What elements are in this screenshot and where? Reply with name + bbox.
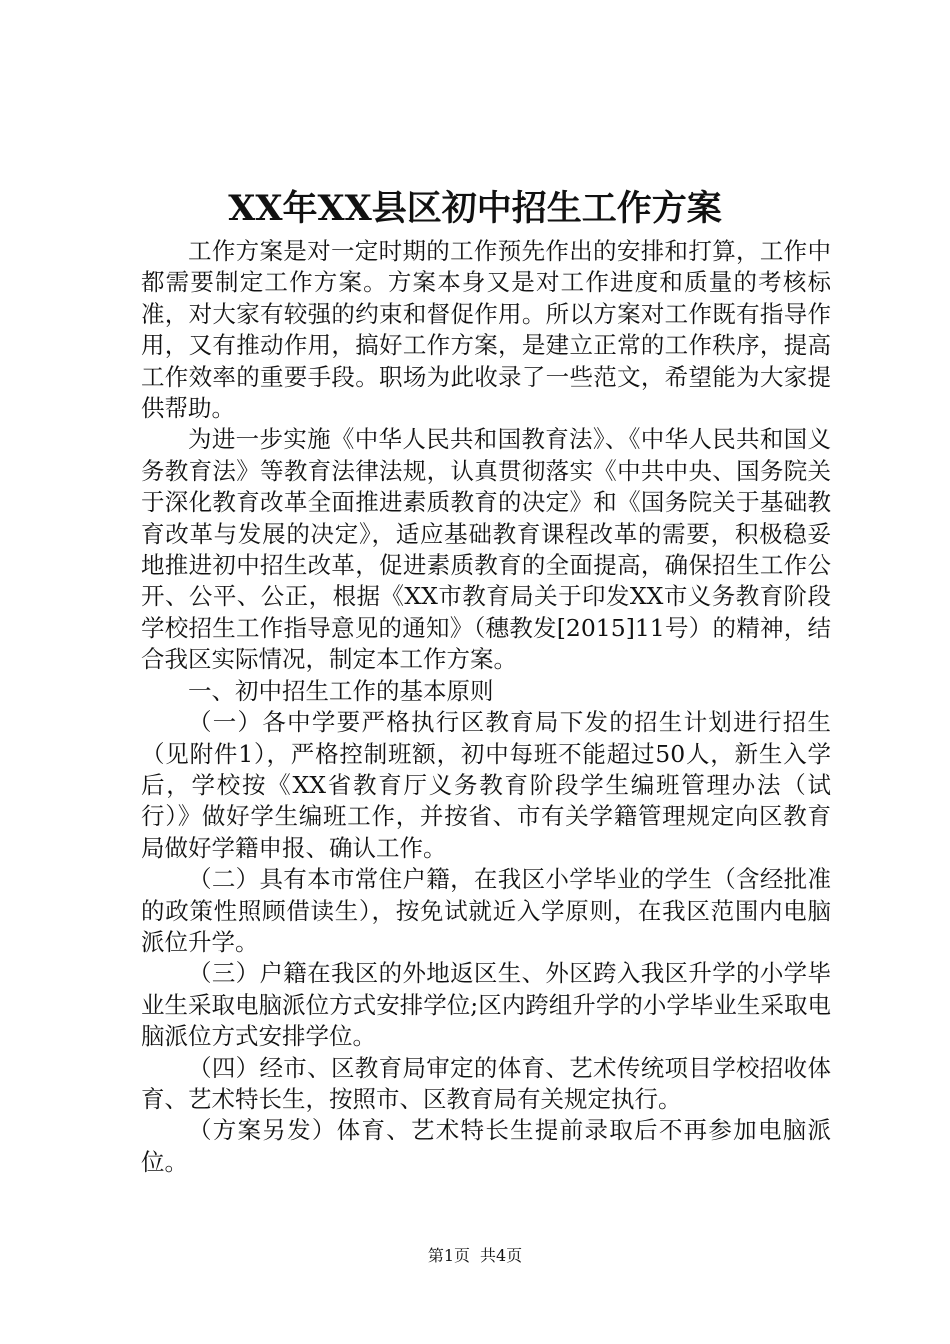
page-footer — [0, 1244, 950, 1268]
paragraph-purpose: 为进一步实施《中华人民共和国教育法》、《中华人民共和国义务教育法》等教育法律法规，认真贯彻落实《中共中央、国务院关于深化教育改革全面推进素质教育的决定》和《国务院关于基础教育改革与发展的决定》，适应基础教育课程改革的需要，积极稳妥地推进初中招生改革，促进素质教育的全面提高，确保招生工作公开、公平、公正，根据《XX市教育局关于印发XX市义务教育阶段学校招生工作指导意见的通知》（穗教发[2015]11号）的精神，结合我区实际情况，制定本工作方案。 — [141, 425, 831, 674]
page-number: 第1页 — [427, 1246, 470, 1265]
section-heading-principles: 一、初中招生工作的基本原则 — [188, 676, 494, 705]
paragraph-item-5: （方案另发）体育、艺术特长生提前录取后不再参加电脑派位。 — [141, 1116, 831, 1176]
document-title: XX年XX县区初中招生工作方案 — [228, 188, 722, 229]
paragraph-item-3: （三）户籍在我区的外地返区生、外区跨入我区升学的小学毕业生采取电脑派位方式安排学位;区内跨组升学的小学毕业生采取电脑派位方式安排学位。 — [141, 959, 831, 1051]
paragraph-item-4: （四）经市、区教育局审定的体育、艺术传统项目学校招收体育、艺术特长生，按照市、区教育局有关规定执行。 — [141, 1053, 831, 1113]
page-total: 共4页 — [480, 1246, 523, 1265]
paragraph-intro: 工作方案是对一定时期的工作预先作出的安排和打算，工作中都需要制定工作方案。方案本身又是对工作进度和质量的考核标准，对大家有较强的约束和督促作用。所以方案对工作既有指导作用，又有推动作用，搞好工作方案，是建立正常的工作秩序，提高工作效率的重要手段。职场为此收录了一些范文，希望能为大家提供帮助。 — [141, 237, 831, 423]
document-body — [141, 236, 831, 1178]
paragraph-item-2: （二）具有本市常住户籍，在我区小学毕业的学生（含经批准的政策性照顾借读生），按免试就近入学原则，在我区范围内电脑派位升学。 — [141, 865, 831, 956]
paragraph-item-1: （一）各中学要严格执行区教育局下发的招生计划进行招生（见附件1），严格控制班额，初中每班不能超过50人，新生入学后，学校按《XX省教育厅义务教育阶段学生编班管理办法（试行）》做好学生编班工作，并按省、市有关学籍管理规定向区教育局做好学籍申报、确认工作。 — [141, 708, 831, 862]
